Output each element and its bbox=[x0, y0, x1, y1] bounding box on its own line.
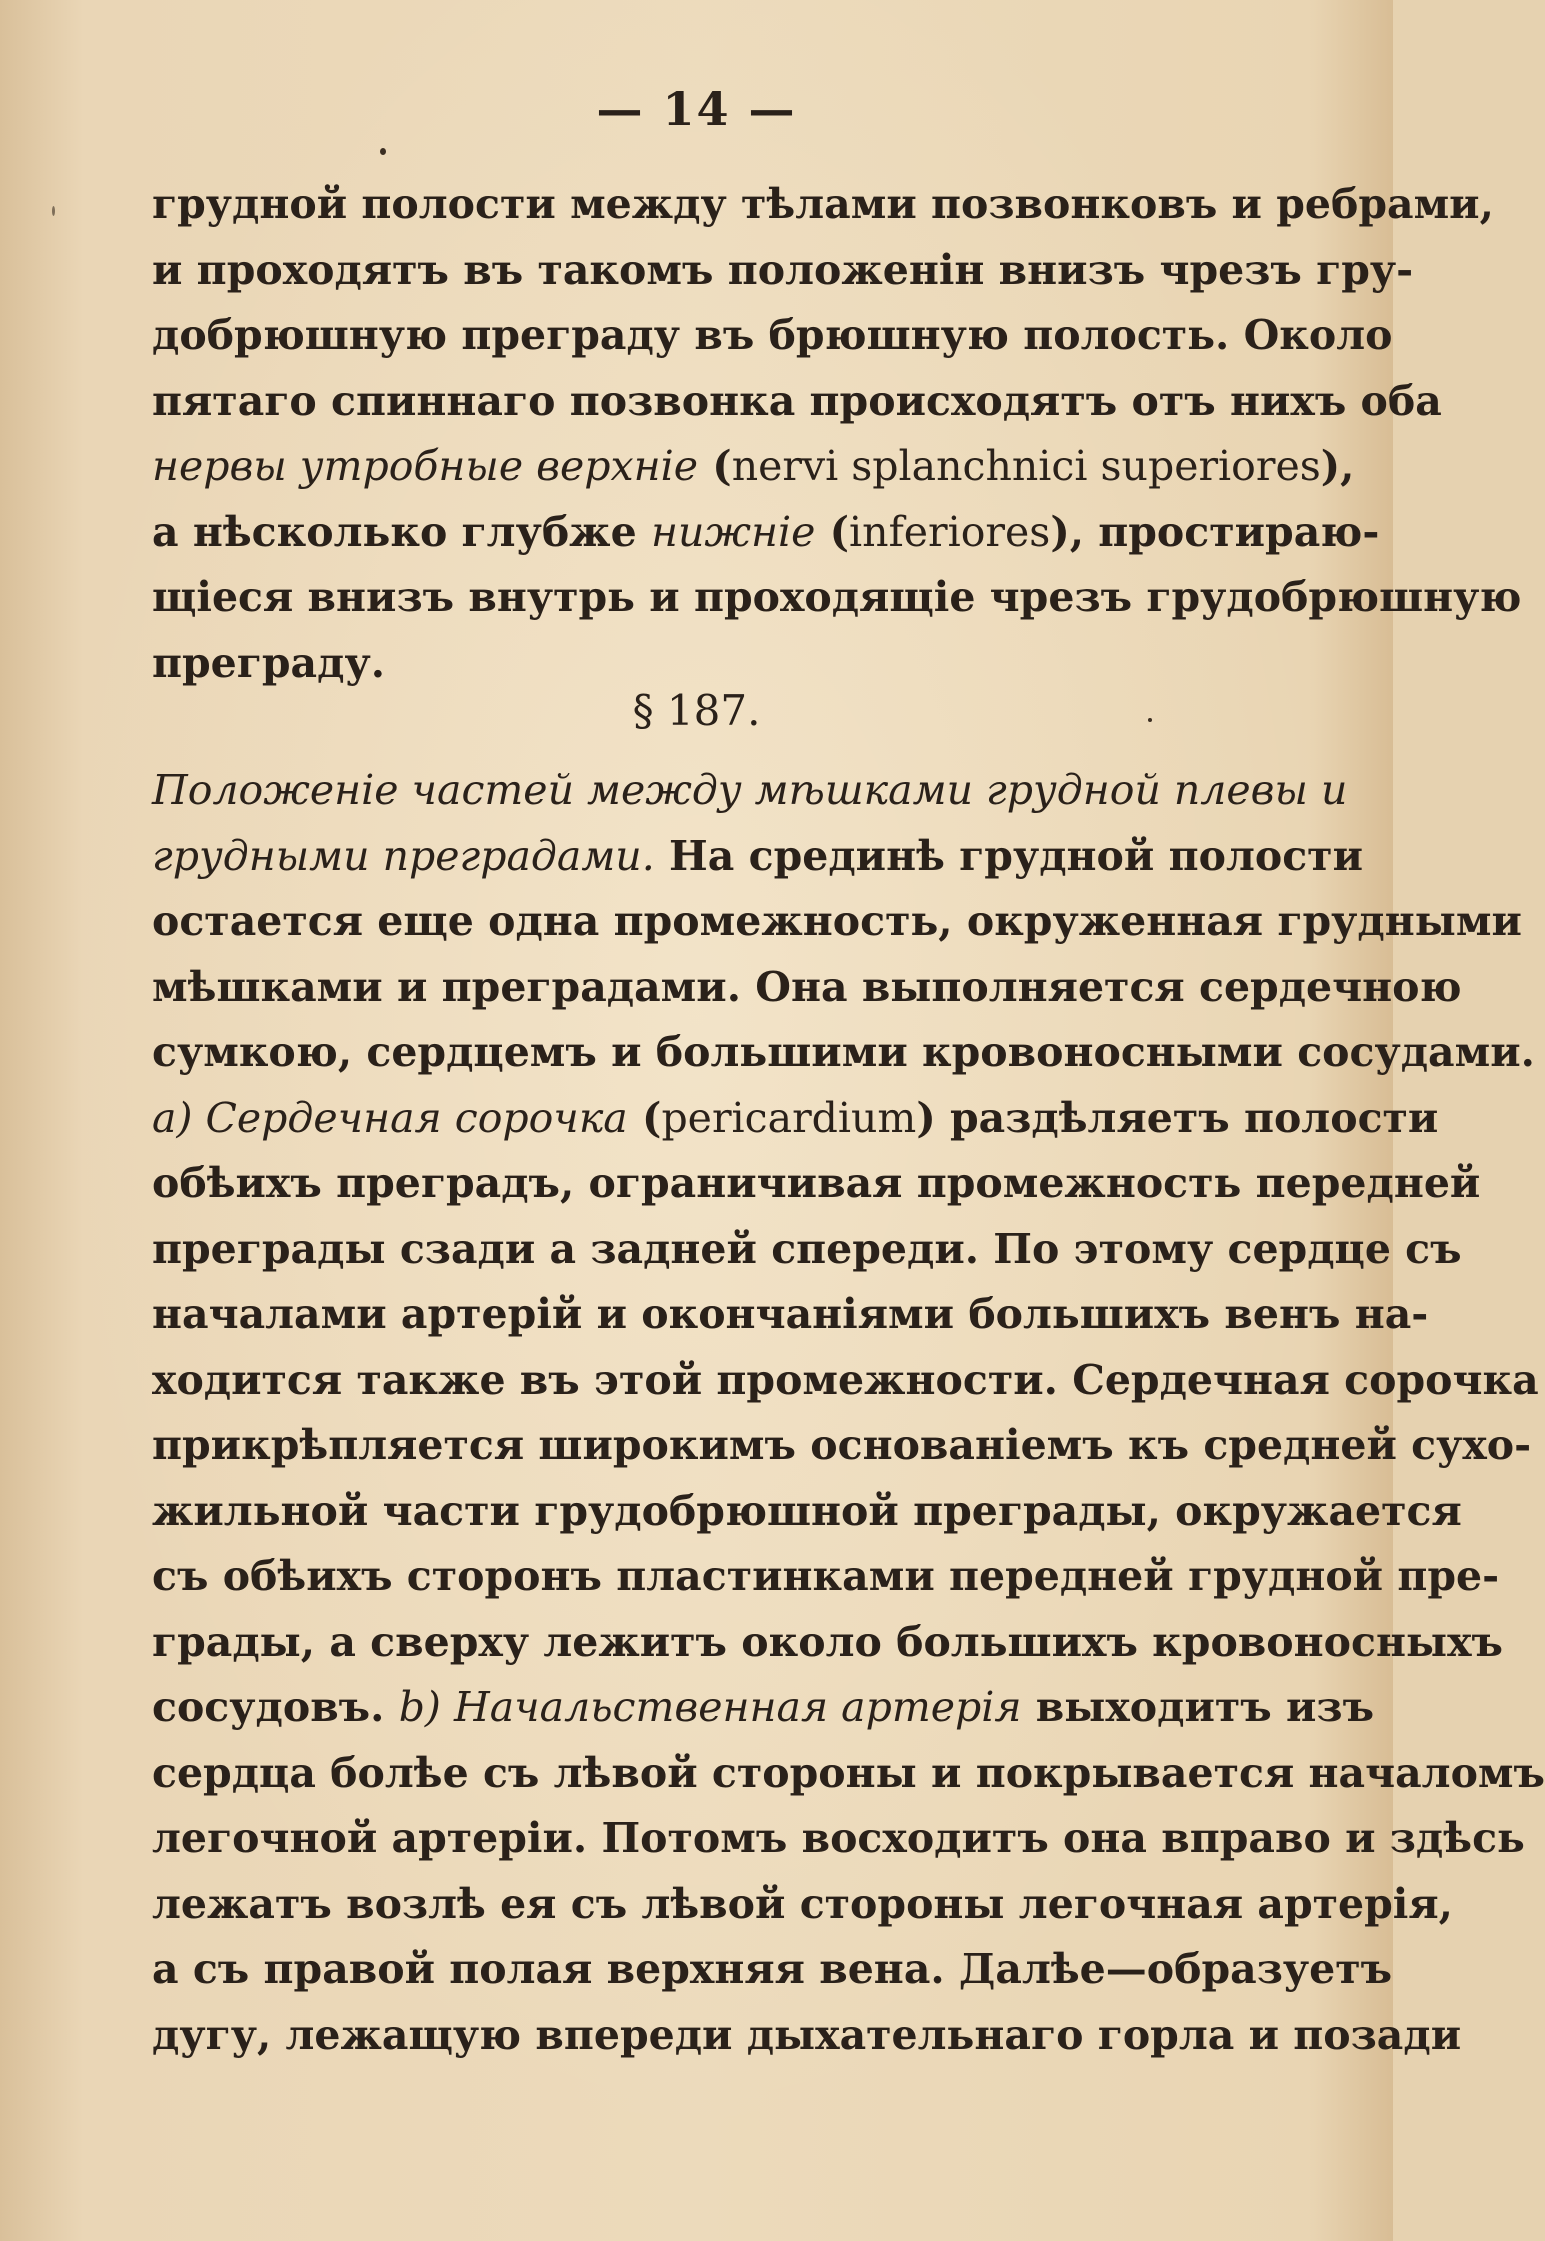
text-run: ), bbox=[1320, 442, 1355, 490]
italic-term: грудными преградами. bbox=[152, 831, 655, 880]
text-line bbox=[152, 1020, 1535, 1086]
text-run: а нѣсколько глубже bbox=[152, 507, 651, 556]
text-run: прикрѣпляется широкимъ основаніемъ къ средней сухо- bbox=[152, 1421, 1532, 1469]
text-run: дугу, лежащую впереди дыхательнаго горла и позади bbox=[152, 2010, 1462, 2059]
paper-speck bbox=[1148, 718, 1152, 722]
paragraph-continuation bbox=[152, 172, 1522, 696]
text-run: жильной части грудобрюшной преграды, окружается bbox=[152, 1486, 1462, 1535]
section-heading: § 187. bbox=[632, 686, 761, 735]
text-run: сосудовъ. bbox=[152, 1683, 399, 1731]
latin-term: nervi splanchnici superiores bbox=[731, 442, 1321, 490]
text-line bbox=[152, 1675, 1375, 1741]
latin-term: pericardium bbox=[661, 1093, 917, 1142]
text-line bbox=[152, 1086, 1439, 1152]
text-run: съ обѣихъ сторонъ пластинками передней грудной пре- bbox=[152, 1552, 1500, 1600]
text-line bbox=[152, 2003, 1462, 2069]
text-line bbox=[152, 434, 1355, 500]
text-line bbox=[152, 1937, 1393, 2003]
text-run: добрюшную преграду въ брюшную полость. Около bbox=[152, 311, 1393, 359]
text-line bbox=[152, 303, 1393, 369]
text-line bbox=[152, 500, 1380, 566]
text-run: преграды сзади а задней спереди. По этому сердце съ bbox=[152, 1224, 1462, 1273]
text-run: а съ правой полая верхняя вена. Далѣе—образуетъ bbox=[152, 1945, 1393, 1993]
paper-speck bbox=[380, 148, 386, 155]
text-run: щіеся внизъ внутрь и проходящіе чрезъ грудобрюшную bbox=[152, 573, 1522, 621]
text-run: лежатъ возлѣ ея съ лѣвой стороны легочная артерія, bbox=[152, 1879, 1453, 1928]
text-run: сумкою, сердцемъ и большими кровоносными сосудами. bbox=[152, 1028, 1535, 1076]
text-line bbox=[152, 1806, 1525, 1872]
text-line bbox=[152, 1544, 1500, 1610]
text-run: пятаго спиннаго позвонка происходятъ отъ нихъ оба bbox=[152, 376, 1442, 425]
text-run: На срединѣ грудной полости bbox=[654, 831, 1363, 880]
text-run: ( bbox=[698, 442, 732, 490]
text-run: мѣшками и преградами. Она выполняется сердечною bbox=[152, 962, 1462, 1011]
text-line bbox=[152, 1282, 1429, 1348]
text-run: ( bbox=[627, 1093, 662, 1142]
text-run: преграду. bbox=[152, 638, 385, 687]
text-run: легочной артеріи. Потомъ восходитъ она вправо и здѣсь bbox=[152, 1814, 1525, 1862]
italic-term: b) Начальственная артерія bbox=[398, 1683, 1022, 1731]
text-line bbox=[152, 1610, 1503, 1676]
page-number: — 14 — bbox=[596, 82, 797, 136]
text-line bbox=[152, 824, 1363, 890]
text-line bbox=[152, 1151, 1481, 1217]
text-line bbox=[152, 1479, 1462, 1545]
text-run: ходится также въ этой промежности. Сердечная сорочка bbox=[152, 1355, 1539, 1404]
italic-term: нижніе bbox=[650, 507, 816, 556]
latin-term: inferiores bbox=[849, 507, 1051, 556]
text-run: ) раздѣляетъ полости bbox=[916, 1093, 1439, 1142]
text-run: сердца болѣе съ лѣвой стороны и покрывается началомъ bbox=[152, 1748, 1545, 1797]
italic-term: а) Сердечная сорочка bbox=[152, 1093, 628, 1142]
text-line bbox=[152, 955, 1462, 1021]
text-line bbox=[152, 172, 1494, 238]
text-line bbox=[152, 889, 1522, 955]
text-run: ), простираю- bbox=[1050, 507, 1380, 556]
text-line bbox=[152, 758, 1348, 824]
text-line bbox=[152, 1741, 1545, 1807]
text-line bbox=[152, 565, 1522, 631]
text-run: грады, а сверху лежитъ около большихъ кровоносныхъ bbox=[152, 1617, 1503, 1666]
text-run: началами артерій и окончаніями большихъ венъ на- bbox=[152, 1290, 1429, 1338]
text-line bbox=[152, 1872, 1453, 1938]
text-run: остается еще одна промежность, окруженная грудными bbox=[152, 897, 1522, 945]
paper-speck bbox=[52, 206, 55, 216]
text-line bbox=[152, 1413, 1532, 1479]
text-line bbox=[152, 369, 1442, 435]
text-line bbox=[152, 238, 1414, 304]
text-run: обѣихъ преградъ, ограничивая промежность передней bbox=[152, 1159, 1481, 1207]
text-line bbox=[152, 1348, 1539, 1414]
text-run: и проходятъ въ такомъ положенін внизъ чрезъ гру- bbox=[152, 245, 1414, 294]
text-run: выходитъ изъ bbox=[1021, 1683, 1375, 1731]
italic-term: нервы утробные верхніе bbox=[152, 442, 698, 490]
text-run: ( bbox=[815, 507, 850, 556]
text-run: грудной полости между тѣлами позвонковъ и ребрами, bbox=[152, 180, 1494, 228]
section-paragraph bbox=[152, 758, 1545, 2068]
italic-term: Положеніе частей между мѣшками грудной плевы и bbox=[152, 766, 1348, 814]
text-line bbox=[152, 1217, 1462, 1283]
